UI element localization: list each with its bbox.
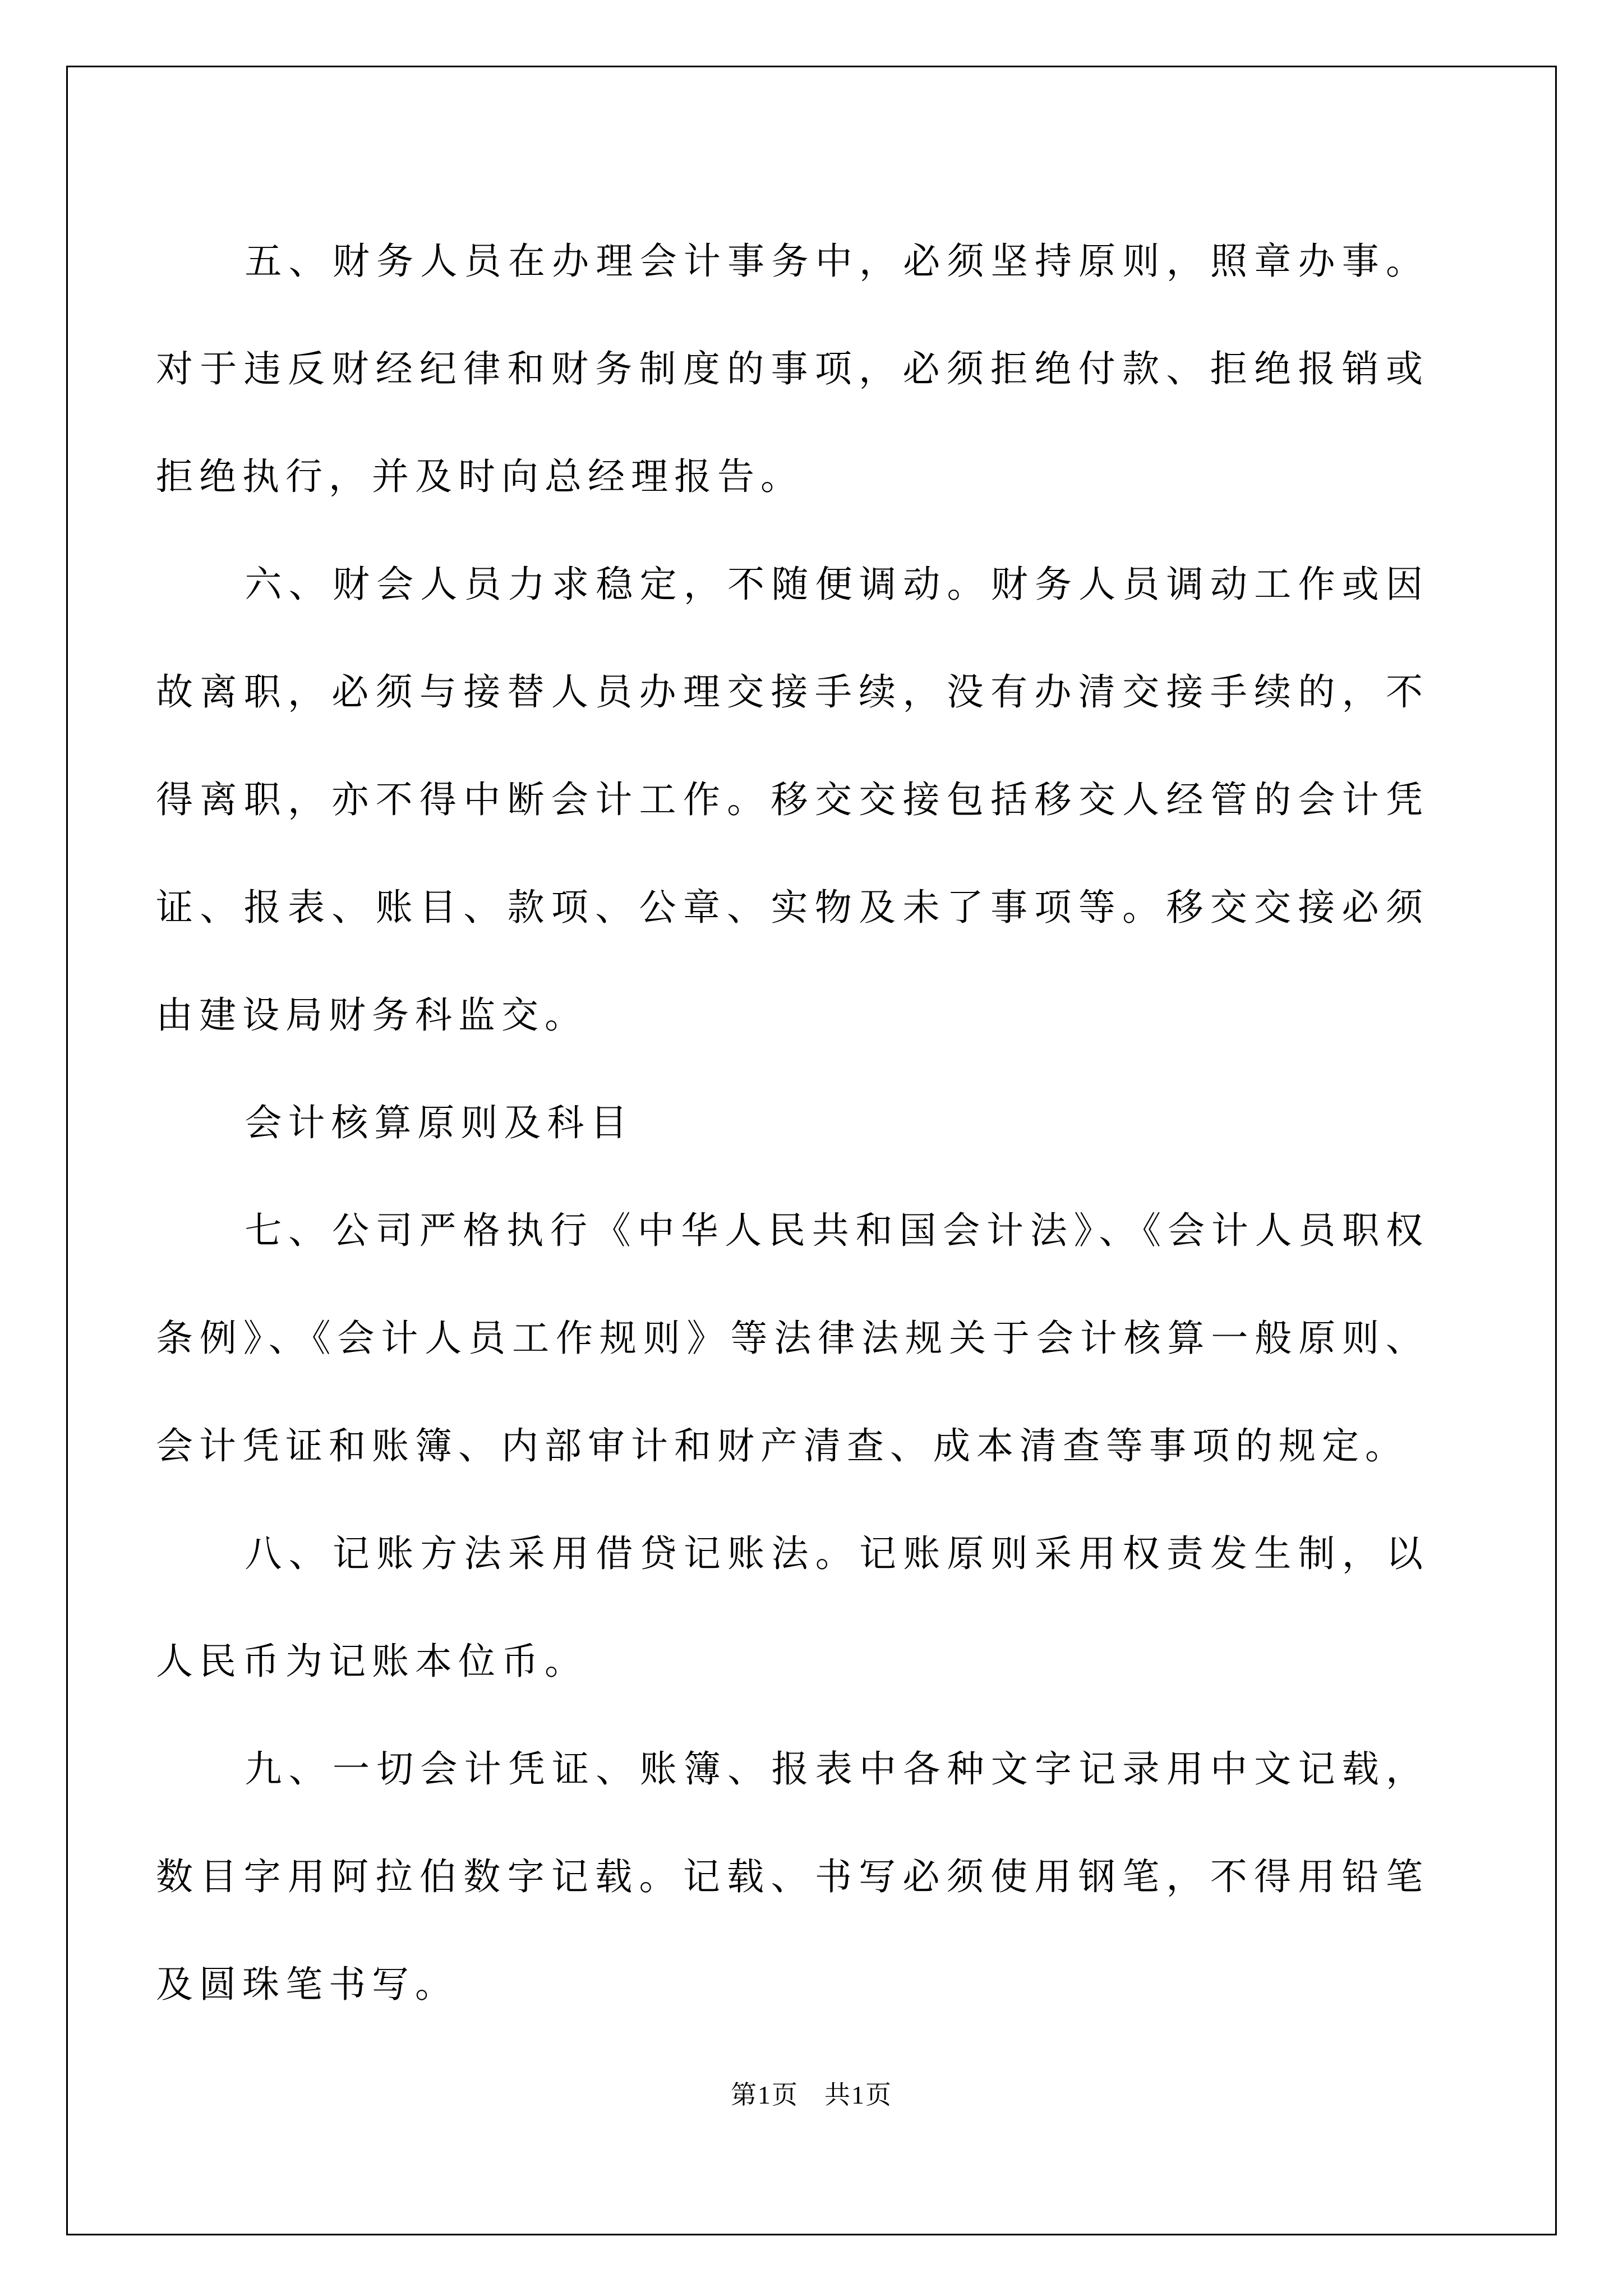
page-footer [0,2078,1623,2112]
paragraph-9: 九、一切会计凭证、账簿、报表中各种文字记录用中文记载，数目字用阿拉伯数字记载。记载、书写必须使用钢笔，不得用铅笔及圆珠笔书写。 [156,1747,1429,2006]
paragraph-5: 五、财务人员在办理会计事务中，必须坚持原则，照章办事。对于违反财经纪律和财务制度的事项，必须拒绝付款、拒绝报销或拒绝执行，并及时向总经理报告。 [156,240,1429,498]
paragraph-8: 八、记账方法采用借贷记账法。记账原则采用权责发生制，以人民币为记账本位币。 [156,1532,1429,1683]
document-body [156,208,1429,2039]
section-heading: 会计核算原则及科目 [245,1101,634,1144]
paragraph-7: 七、公司严格执行《中华人民共和国会计法》、《会计人员职权条例》、《会计人员工作规则》等法律法规关于会计核算一般原则、会计凭证和账簿、内部审计和财产清查、成本清查等事项的规定。 [156,1209,1429,1467]
page-number: 第1页 [731,2081,799,2109]
page-total: 共1页 [824,2081,892,2109]
paragraph-6: 六、财会人员力求稳定，不随便调动。财务人员调动工作或因故离职，必须与接替人员办理交接手续，没有办清交接手续的，不得离职，亦不得中断会计工作。移交交接包括移交人经管的会计凭证、报表、账目、款项、公章、实物及未了事项等。移交交接必须由建设局财务科监交。 [156,563,1429,1037]
